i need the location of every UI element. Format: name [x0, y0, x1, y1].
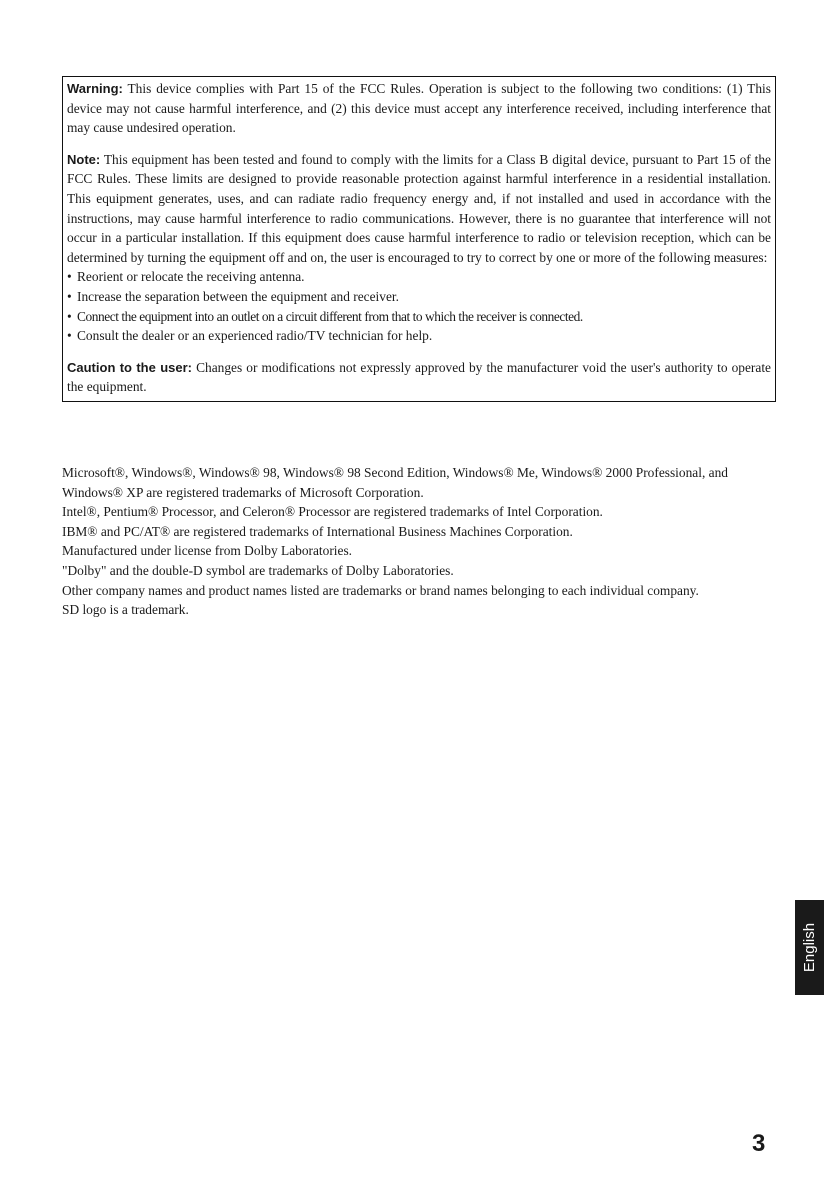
- warning-label: Warning:: [67, 81, 123, 96]
- note-paragraph: [67, 150, 771, 268]
- trademark-line: SD logo is a trademark.: [62, 602, 189, 618]
- fcc-notice-box: [62, 76, 776, 402]
- trademark-line: Manufactured under license from Dolby Laboratories.: [62, 543, 353, 559]
- trademark-line: Intel®, Pentium® Processor, and Celeron® Processor are registered trademarks of Intel Corporation.: [62, 504, 603, 520]
- caution-label: Caution to the user:: [67, 359, 192, 375]
- note-section: [67, 150, 771, 346]
- measures-list: [67, 267, 771, 345]
- list-item: [67, 287, 771, 307]
- list-item: [67, 307, 771, 327]
- note-text: This equipment has been tested and found to comply with the limits for a Class B digital device, pursuant to Part 15 of the FCC Rules. These limits are designed to provide reasonable protection against harmful interference in a residential installation. This equipment generates, uses, and can radiate radio frequency energy and, if not installed and used in accordance with the instructions, may cause harmful interference to radio communications. However, there is no guarantee that interference will not occur in a particular installation. If this equipment does cause harmful interference to radio or television reception, which can be determined by turning the equipment off and on, the user is encouraged to try to correct by one or more of the following measures:: [67, 151, 771, 265]
- measure-text: Increase the separation between the equipment and receiver.: [77, 288, 399, 304]
- measure-text: Reorient or relocate the receiving antenna.: [77, 269, 305, 285]
- language-tab-label: English: [801, 922, 819, 973]
- trademark-line: "Dolby" and the double-D symbol are trademarks of Dolby Laboratories.: [62, 562, 454, 578]
- bullet: •: [67, 308, 72, 324]
- bullet: •: [67, 288, 72, 304]
- trademark-line: IBM® and PC/AT® are registered trademarks of International Business Machines Corporation.: [62, 523, 573, 539]
- measure-text: Consult the dealer or an experienced radio/TV technician for help.: [77, 328, 433, 344]
- bullet: •: [67, 328, 72, 344]
- trademark-line: Other company names and product names listed are trademarks or brand names belonging to each individual company.: [62, 582, 699, 598]
- page-number: 3: [752, 1130, 766, 1157]
- caution-text: Changes or modifications not expressly approved by the manufacturer void the user's authority to operate the equipment.: [67, 359, 771, 395]
- list-item: [67, 326, 771, 346]
- warning-paragraph: [67, 79, 771, 138]
- language-tab: [795, 900, 824, 995]
- trademark-notices: [62, 463, 776, 620]
- measure-text: Connect the equipment into an outlet on a circuit different from that to which the receiver is connected.: [77, 308, 583, 324]
- note-label: Note:: [67, 151, 101, 167]
- bullet: •: [67, 269, 72, 285]
- caution-paragraph: [67, 358, 771, 397]
- list-item: [67, 267, 771, 287]
- warning-text: This device complies with Part 15 of the FCC Rules. Operation is subject to the following two conditions: (1) This device may not cause harmful interference, and (2) this device must accept any interference received, including interference that may cause undesired operation.: [67, 81, 771, 136]
- trademark-line: Microsoft®, Windows®, Windows® 98, Windows® 98 Second Edition, Windows® Me, Windows® 2000 Professional, and Windows® XP are registered trademarks of Microsoft Corporation.: [62, 465, 728, 500]
